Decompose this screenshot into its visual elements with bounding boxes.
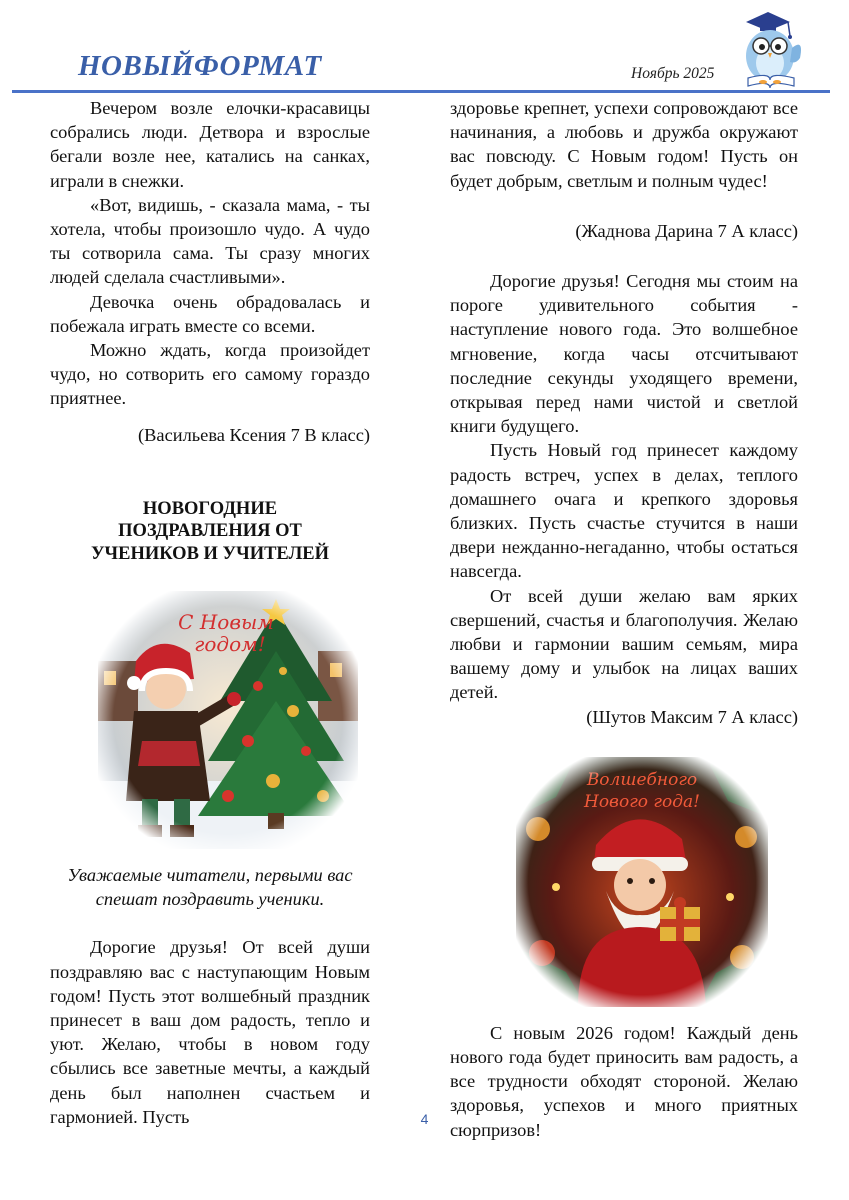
greeting2-paragraph: Дорогие друзья! Сегодня мы стоим на пороге удивительного события - наступление нового года. Это волшебное мгновение, когда часы отсчитывают последние секунды уходящего времени, открывая перед нами чистой и светлой книги будущего. (450, 271, 798, 437)
greeting-paragraph: Дорогие друзья! От всей души поздравляю вас с наступающим Новым годом! Пусть этот волшебный праздник принесет в ваш дом радость, тепло и уют. Желаю, чтобы в новом году сбылись все заветные мечты, а каждый день был наполнен счастьем и гармонией. Пусть (50, 937, 370, 1127)
story-paragraph: Вечером возле елочки-красавицы собрались люди. Детвора и взрослые бегали возле нее, катались на санках, играли в снежки. (50, 98, 370, 191)
story-paragraph: Можно ждать, когда произойдет чудо, но сотворить его самому гораздо приятнее. (50, 340, 370, 409)
story-paragraph: Девочка очень обрадовалась и побежала играть вместе со всеми. (50, 291, 370, 336)
issue-date: Ноябрь 2025 (631, 65, 715, 82)
owl-graduate-icon (738, 8, 804, 90)
greeting2-paragraph: От всей души желаю вам ярких свершений, счастья и благополучия. Желаю любви и гармонии вашим семьям, мира вашему дому и улыбок на лицах ваших детей. (450, 585, 798, 703)
section-heading: НОВОГОДНИЕ ПОЗДРАВЛЕНИЯ ОТ УЧЕНИКОВ И УЧИТЕЛЕЙ (90, 498, 330, 564)
right-column (450, 96, 798, 1142)
signature-zhadnova: (Жаднова Дарина 7 А класс) (575, 220, 798, 241)
page-number: 4 (420, 1111, 429, 1127)
section-caption: Уважаемые читатели, первыми вас спешат поздравить ученики. (67, 865, 353, 910)
greeting2-paragraph: Пусть Новый год принесет каждому радость встреч, успех в делах, теплого домашнего очага и крепкого здоровья близких. Пусть счастье стучится в наши двери нежданно-негаданно, чтобы остаться навсегда. (450, 440, 798, 582)
santa-claus-illustration (516, 757, 768, 1007)
christmas-girl-illustration (98, 591, 358, 849)
story-paragraph: «Вот, видишь, - сказала мама, - ты хотела, чтобы произошло чудо. А чудо ты сотворила сама. Ты сразу многих людей сделала счастливыми». (50, 194, 370, 288)
story-signature: (Васильева Ксения 7 В класс) (138, 424, 370, 445)
signature-shutov: (Шутов Максим 7 А класс) (586, 706, 798, 727)
final-paragraph: С новым 2026 годом! Каждый день нового года будет приносить вам радость, а все трудности обходят стороной. Желаю здоровья, успехов и много приятных сюрпризов! (450, 1022, 798, 1140)
newspaper-masthead: НОВЫЙФОРМАТ (78, 50, 322, 82)
header-divider (12, 90, 830, 93)
left-column (50, 96, 370, 1129)
continued-paragraph: здоровье крепнет, успехи сопровождают все начинания, а любовь и дружба окружают вас повсюду. С Новым годом! Пусть он будет добрым, светлым и полным чудес! (450, 98, 798, 191)
